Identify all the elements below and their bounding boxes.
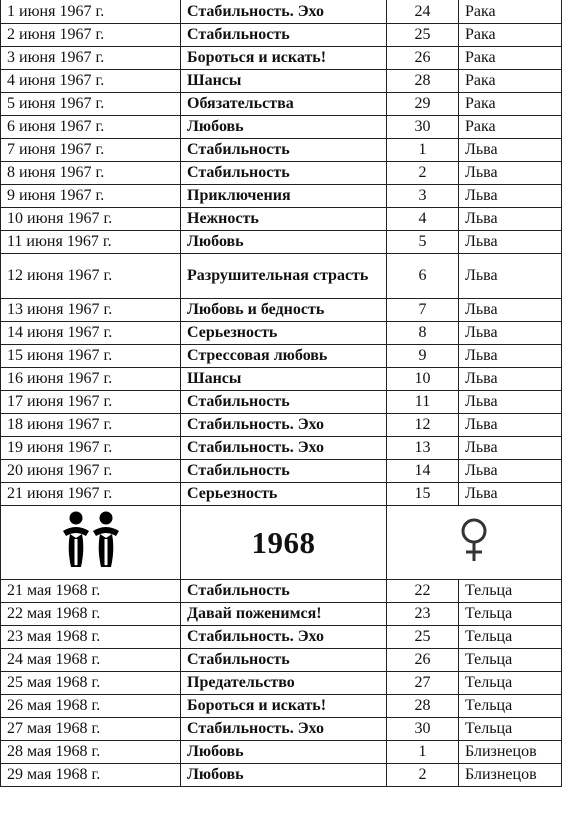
sign-cell: Льва: [459, 230, 562, 253]
sign-cell: Льва: [459, 367, 562, 390]
title-cell: Шансы: [181, 367, 387, 390]
table-row: [1, 717, 562, 740]
date-cell: 22 мая 1968 г.: [1, 602, 181, 625]
sign-cell: Тельца: [459, 579, 562, 602]
title-cell: Бороться и искать!: [181, 694, 387, 717]
title-cell: Стабильность. Эхо: [181, 436, 387, 459]
table-section-1968: [1, 579, 562, 786]
degree-cell: 15: [387, 482, 459, 505]
sign-cell: Близнецов: [459, 740, 562, 763]
sign-cell: Рака: [459, 92, 562, 115]
sign-cell: Льва: [459, 344, 562, 367]
title-cell: Любовь: [181, 230, 387, 253]
degree-cell: 25: [387, 625, 459, 648]
degree-cell: 1: [387, 740, 459, 763]
degree-cell: 12: [387, 413, 459, 436]
title-cell: Любовь: [181, 763, 387, 786]
title-cell: Стабильность: [181, 390, 387, 413]
title-cell: Стабильность: [181, 23, 387, 46]
sign-cell: Тельца: [459, 717, 562, 740]
table-section-1967: [1, 0, 562, 505]
sign-cell: Тельца: [459, 648, 562, 671]
date-cell: 2 июня 1967 г.: [1, 23, 181, 46]
table-row: [1, 344, 562, 367]
sign-cell: Рака: [459, 69, 562, 92]
date-cell: 14 июня 1967 г.: [1, 321, 181, 344]
title-cell: Серьезность: [181, 482, 387, 505]
degree-cell: 4: [387, 207, 459, 230]
date-cell: 27 мая 1968 г.: [1, 717, 181, 740]
table-row: [1, 579, 562, 602]
table-row: [1, 459, 562, 482]
date-cell: 24 мая 1968 г.: [1, 648, 181, 671]
table-row: [1, 763, 562, 786]
sign-cell: Тельца: [459, 602, 562, 625]
degree-cell: 27: [387, 671, 459, 694]
sign-cell: Льва: [459, 482, 562, 505]
year-label: 1968: [181, 505, 387, 579]
table-row: [1, 390, 562, 413]
sign-cell: Льва: [459, 184, 562, 207]
title-cell: Давай поженимся!: [181, 602, 387, 625]
table-row: [1, 23, 562, 46]
degree-cell: 2: [387, 763, 459, 786]
title-cell: Серьезность: [181, 321, 387, 344]
date-cell: 6 июня 1967 г.: [1, 115, 181, 138]
title-cell: Бороться и искать!: [181, 46, 387, 69]
title-cell: Стабильность: [181, 459, 387, 482]
date-cell: 18 июня 1967 г.: [1, 413, 181, 436]
degree-cell: 26: [387, 46, 459, 69]
title-cell: Шансы: [181, 69, 387, 92]
date-cell: 28 мая 1968 г.: [1, 740, 181, 763]
table-row: [1, 230, 562, 253]
date-cell: 10 июня 1967 г.: [1, 207, 181, 230]
year-separator: [1, 505, 562, 579]
date-cell: 25 мая 1968 г.: [1, 671, 181, 694]
sign-cell: Рака: [459, 115, 562, 138]
title-cell: Приключения: [181, 184, 387, 207]
degree-cell: 28: [387, 69, 459, 92]
sign-cell: Рака: [459, 46, 562, 69]
date-cell: 16 июня 1967 г.: [1, 367, 181, 390]
sign-cell: Льва: [459, 161, 562, 184]
date-cell: 3 июня 1967 г.: [1, 46, 181, 69]
degree-cell: 2: [387, 161, 459, 184]
title-cell: Обязательства: [181, 92, 387, 115]
sign-cell: Тельца: [459, 671, 562, 694]
table-row: [1, 161, 562, 184]
degree-cell: 24: [387, 0, 459, 23]
venus-icon: [387, 505, 562, 579]
degree-cell: 25: [387, 23, 459, 46]
sign-cell: Льва: [459, 298, 562, 321]
date-cell: 29 мая 1968 г.: [1, 763, 181, 786]
title-cell: Стабильность. Эхо: [181, 717, 387, 740]
degree-cell: 23: [387, 602, 459, 625]
table-row: [1, 625, 562, 648]
date-cell: 15 июня 1967 г.: [1, 344, 181, 367]
date-cell: 23 мая 1968 г.: [1, 625, 181, 648]
sign-cell: Льва: [459, 436, 562, 459]
sign-cell: Льва: [459, 207, 562, 230]
sign-cell: Рака: [459, 0, 562, 23]
degree-cell: 10: [387, 367, 459, 390]
table-row: [1, 69, 562, 92]
date-cell: 26 мая 1968 г.: [1, 694, 181, 717]
table-row: [1, 298, 562, 321]
title-cell: Любовь и бедность: [181, 298, 387, 321]
degree-cell: 26: [387, 648, 459, 671]
date-cell: 17 июня 1967 г.: [1, 390, 181, 413]
degree-cell: 14: [387, 459, 459, 482]
date-cell: 21 июня 1967 г.: [1, 482, 181, 505]
sign-cell: Льва: [459, 390, 562, 413]
date-cell: 7 июня 1967 г.: [1, 138, 181, 161]
title-cell: Стрессовая любовь: [181, 344, 387, 367]
table-row: [1, 253, 562, 298]
degree-cell: 13: [387, 436, 459, 459]
title-cell: Стабильность: [181, 579, 387, 602]
sign-cell: Льва: [459, 253, 562, 298]
title-cell: Предательство: [181, 671, 387, 694]
title-cell: Стабильность: [181, 138, 387, 161]
date-cell: 21 мая 1968 г.: [1, 579, 181, 602]
table-row: [1, 138, 562, 161]
sign-cell: Тельца: [459, 694, 562, 717]
year-separator-row: [1, 505, 562, 579]
table-row: [1, 671, 562, 694]
date-cell: 8 июня 1967 г.: [1, 161, 181, 184]
title-cell: Стабильность. Эхо: [181, 0, 387, 23]
date-cell: 4 июня 1967 г.: [1, 69, 181, 92]
table-row: [1, 321, 562, 344]
title-cell: Разрушительная страсть: [181, 253, 387, 298]
sign-cell: Льва: [459, 321, 562, 344]
degree-cell: 1: [387, 138, 459, 161]
title-cell: Любовь: [181, 740, 387, 763]
degree-cell: 30: [387, 717, 459, 740]
title-cell: Нежность: [181, 207, 387, 230]
date-cell: 9 июня 1967 г.: [1, 184, 181, 207]
degree-cell: 5: [387, 230, 459, 253]
table-row: [1, 0, 562, 23]
degree-cell: 22: [387, 579, 459, 602]
date-cell: 1 июня 1967 г.: [1, 0, 181, 23]
table-row: [1, 115, 562, 138]
sign-cell: Льва: [459, 459, 562, 482]
title-cell: Стабильность: [181, 161, 387, 184]
degree-cell: 3: [387, 184, 459, 207]
gemini-twins-icon: [1, 505, 181, 579]
table-row: [1, 367, 562, 390]
date-cell: 5 июня 1967 г.: [1, 92, 181, 115]
date-cell: 19 июня 1967 г.: [1, 436, 181, 459]
title-cell: Любовь: [181, 115, 387, 138]
table-row: [1, 413, 562, 436]
title-cell: Стабильность. Эхо: [181, 625, 387, 648]
degree-cell: 6: [387, 253, 459, 298]
table-row: [1, 46, 562, 69]
degree-cell: 8: [387, 321, 459, 344]
date-cell: 12 июня 1967 г.: [1, 253, 181, 298]
degree-cell: 11: [387, 390, 459, 413]
table-row: [1, 740, 562, 763]
sign-cell: Льва: [459, 413, 562, 436]
sign-cell: Льва: [459, 138, 562, 161]
title-cell: Стабильность: [181, 648, 387, 671]
sign-cell: Тельца: [459, 625, 562, 648]
table-row: [1, 207, 562, 230]
degree-cell: 30: [387, 115, 459, 138]
sign-cell: Близнецов: [459, 763, 562, 786]
table-row: [1, 648, 562, 671]
degree-cell: 29: [387, 92, 459, 115]
table-row: [1, 694, 562, 717]
table-row: [1, 92, 562, 115]
date-cell: 11 июня 1967 г.: [1, 230, 181, 253]
degree-cell: 7: [387, 298, 459, 321]
table-row: [1, 436, 562, 459]
sign-cell: Рака: [459, 23, 562, 46]
degree-cell: 28: [387, 694, 459, 717]
date-cell: 20 июня 1967 г.: [1, 459, 181, 482]
degree-cell: 9: [387, 344, 459, 367]
table-row: [1, 602, 562, 625]
table-row: [1, 482, 562, 505]
table-row: [1, 184, 562, 207]
title-cell: Стабильность. Эхо: [181, 413, 387, 436]
date-cell: 13 июня 1967 г.: [1, 298, 181, 321]
